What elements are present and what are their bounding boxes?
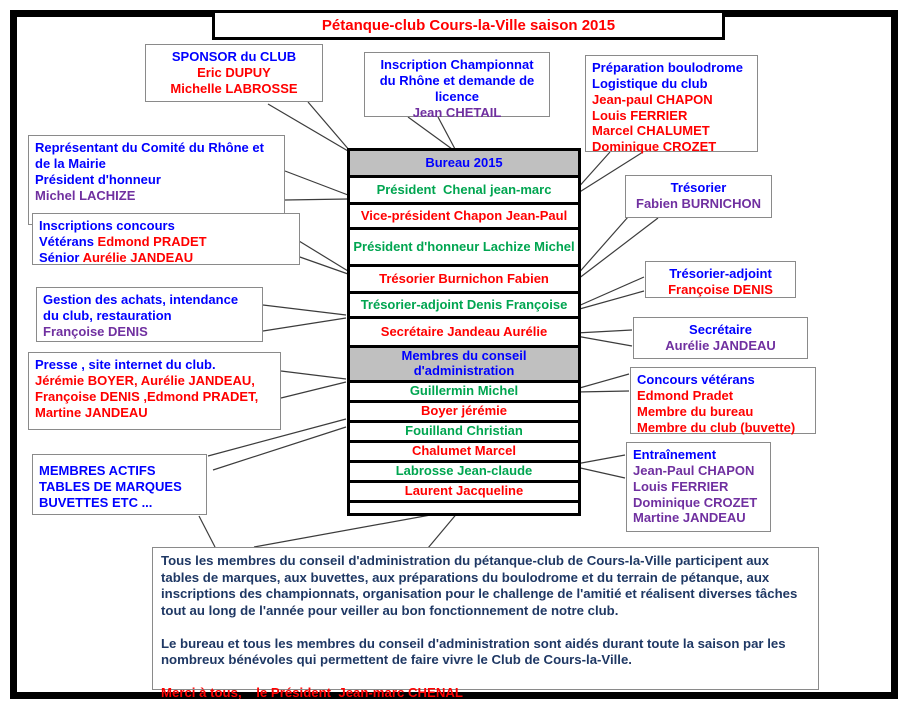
callout-sponsor: SPONSOR du CLUB Eric DUPUY Michelle LABROSSE [145, 44, 323, 102]
column-row-tresorier-adjoint: Trésorier-adjoint Denis Françoise [350, 294, 578, 316]
callout-tresorier: Trésorier Fabien BURNICHON [625, 175, 772, 218]
column-row-president: Président Chenal jean-marc [350, 178, 578, 202]
column-row-guillermin: Guillermin Michel [350, 383, 578, 400]
column-row-vice-president: Vice-président Chapon Jean-Paul [350, 205, 578, 227]
callout-tresorier-adjoint: Trésorier-adjoint Françoise DENIS [645, 261, 796, 298]
bureau-column [347, 148, 581, 516]
page-title [212, 10, 725, 40]
footer-paragraph-1: Tous les membres du conseil d'administration du pétanque-club de Cours-la-Ville participent aux tables de marques, aux buvettes, aux préparations du boulodrome et du terrain de pétanque, aux inscriptions des championnats, organisation pour le challenge de l'amitié et réalisent diverses tâches tout au long de l'année pour veiller au bon fonctionnement de notre club. [161, 553, 805, 618]
concours-pair-senior: Sénior Aurélie JANDEAU [39, 249, 194, 265]
column-row-chalumet: Chalumet Marcel [350, 443, 578, 460]
column-row-laurent: Laurent Jacqueline [350, 483, 578, 500]
callout-secretaire: Secrétaire Aurélie JANDEAU [633, 317, 808, 359]
page-title-text: Pétanque-club Cours-la-Ville saison 2015 [321, 16, 616, 34]
column-row-labrosse: Labrosse Jean-claude [350, 463, 578, 480]
column-row-tresorier: Trésorier Burnichon Fabien [350, 267, 578, 291]
callout-presse: Presse , site internet du club. Jérémie BOYER, Aurélie JANDEAU, Françoise DENIS ,Edmond PRADET, Martine JANDEAU [28, 352, 281, 430]
column-row-fouilland: Fouilland Christian [350, 423, 578, 440]
callout-gestion-achats: Gestion des achats, intendance du club, restauration Françoise DENIS [36, 287, 263, 342]
footer-thanks: Merci à tous, le Président Jean-marc CHENAL [161, 684, 463, 700]
column-row-empty [350, 503, 578, 513]
callout-concours-veterans: Concours vétérans Edmond Pradet Membre du bureau Membre du club (buvette) [630, 367, 816, 434]
column-row-membres-conseil: Membres du conseil d'administration [350, 348, 578, 380]
callout-inscriptions-concours: Inscriptions concours Vétérans Edmond PRADET Sénior Aurélie JANDEAU [32, 213, 300, 265]
column-row-bureau-2015: Bureau 2015 [350, 151, 578, 175]
concours-pair-veterans: Vétérans Edmond PRADET [39, 233, 207, 249]
footer-note [152, 547, 819, 700]
callout-membres-actifs: MEMBRES ACTIFS TABLES DE MARQUES BUVETTES ETC ... [32, 454, 207, 515]
callout-representant-comite: Représentant du Comité du Rhône et de la Mairie Président d'honneur Michel LACHIZE [28, 135, 285, 225]
callout-inscription-championnat: Inscription Championnat du Rhône et demande de licence Jean CHETAIL [364, 52, 550, 117]
column-row-president-honneur: Président d'honneur Lachize Michel [350, 230, 578, 264]
column-row-boyer: Boyer jérémie [350, 403, 578, 420]
callout-entrainement: Entraînement Jean-Paul CHAPON Louis FERRIER Dominique CROZET Martine JANDEAU [626, 442, 771, 532]
footer-paragraph-2: Le bureau et tous les membres du conseil d'administration sont aidés durant toute la saison par les nombreux bénévoles qui permettent de faire vivre le Club de Cours-la-Ville. [161, 635, 790, 668]
column-row-secretaire: Secrétaire Jandeau Aurélie [350, 319, 578, 345]
callout-preparation-boulodrome: Préparation boulodrome Logistique du club Jean-paul CHAPON Louis FERRIER Marcel CHALUMET Dominique CROZET [585, 55, 758, 152]
